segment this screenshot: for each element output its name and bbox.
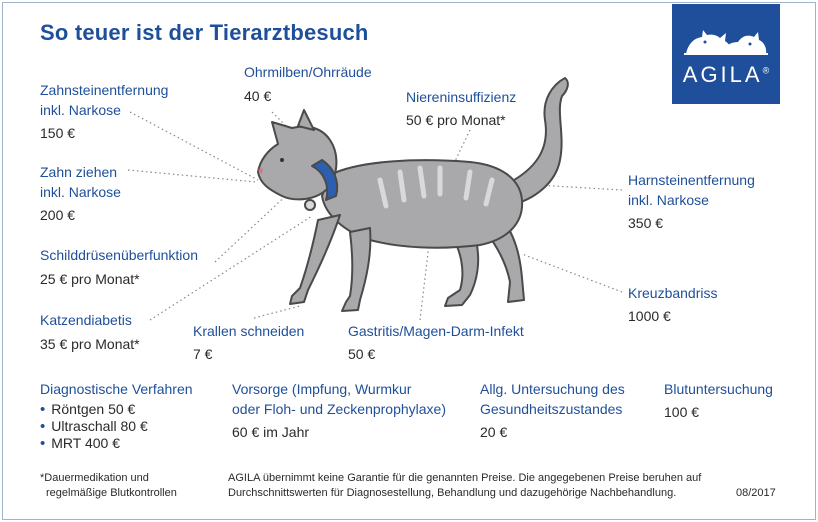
item-kreuzbandriss [628, 283, 718, 326]
diagnostik-list [40, 401, 193, 452]
item-krallen-schneiden [193, 321, 304, 364]
label-diabetes: Katzendiabetis [40, 312, 132, 328]
label-schilddruese: Schilddrüsenüberfunktion [40, 247, 198, 263]
leader-schilddruese [215, 190, 292, 262]
price-schilddruese: 25 € pro Monat* [40, 271, 140, 287]
logo-text: AGILA [682, 62, 763, 87]
price-zahnstein: 150 € [40, 125, 76, 141]
price-blut: 100 € [664, 404, 700, 420]
list-item: • Röntgen 50 € [40, 401, 193, 418]
footnote-line2: regelmäßige Blutkontrollen [46, 487, 177, 499]
label-untersuchung-line2: Gesundheitszustandes [480, 401, 623, 417]
label-kreuzband: Kreuzbandriss [628, 285, 718, 301]
leader-zahn [128, 170, 256, 182]
item-ohrmilben [244, 62, 372, 106]
disclaimer-line2: Durchschnittswerten für Diagnosestellung, Behandlung und dazugehörige Nachbehandlung. [228, 487, 677, 499]
price-diabetes: 35 € pro Monat* [40, 336, 140, 352]
item-gastritis [348, 321, 524, 364]
label-zahn-line1: Zahn ziehen [40, 164, 118, 180]
item-allg-untersuchung [480, 379, 625, 442]
footnote [40, 471, 177, 501]
label-diagnostik: Diagnostische Verfahren [40, 381, 193, 397]
price-krallen: 7 € [193, 346, 213, 362]
label-gastritis: Gastritis/Magen-Darm-Infekt [348, 323, 524, 339]
leader-kreuzband [522, 254, 622, 292]
label-vorsorge-line1: Vorsorge (Impfung, Wurmkur [232, 381, 412, 397]
list-item: • Ultraschall 80 € [40, 418, 193, 435]
price-kreuzband: 1000 € [628, 308, 671, 324]
label-niere: Niereninsuffizienz [406, 89, 517, 105]
item-zahn-ziehen [40, 162, 121, 225]
item-diagnostische-verfahren [40, 379, 193, 452]
item-blutuntersuchung [664, 379, 773, 422]
price-harnstein: 350 € [628, 215, 664, 231]
price-gastritis: 50 € [348, 346, 376, 362]
item-schilddruese [40, 245, 198, 289]
price-vorsorge: 60 € im Jahr [232, 424, 310, 440]
label-ohrmilben: Ohrmilben/Ohrräude [244, 64, 372, 80]
item-harnsteinentfernung [628, 170, 755, 233]
registered-mark: ® [762, 65, 770, 76]
item-katzendiabetis [40, 310, 140, 354]
label-blut: Blutuntersuchung [664, 381, 773, 397]
label-vorsorge-line2: oder Floh- und Zeckenprophylaxe) [232, 401, 447, 417]
leader-krallen [254, 306, 300, 318]
label-zahnstein-line2: inkl. Narkose [40, 102, 121, 118]
label-zahn-line2: inkl. Narkose [40, 184, 121, 200]
disclaimer-line1: AGILA übernimmt keine Garantie für die genannten Preise. Die angegebenen Preise beruhen auf [228, 472, 702, 484]
footnote-line1: *Dauermedikation und [40, 472, 149, 484]
label-harnstein-line2: inkl. Narkose [628, 192, 709, 208]
price-niere: 50 € pro Monat* [406, 112, 506, 128]
disclaimer [228, 471, 701, 501]
label-krallen: Krallen schneiden [193, 323, 305, 339]
list-item: • MRT 400 € [40, 435, 193, 452]
label-zahnstein-line1: Zahnsteinentfernung [40, 82, 169, 98]
label-untersuchung-line1: Allg. Untersuchung des [480, 381, 625, 397]
price-ohrmilben: 40 € [244, 88, 272, 104]
item-vorsorge [232, 379, 446, 442]
price-zahn: 200 € [40, 207, 76, 223]
page-title: So teuer ist der Tierarztbesuch [40, 20, 369, 45]
date-stamp: 08/2017 [736, 487, 776, 499]
label-harnstein-line1: Harnsteinentfernung [628, 172, 755, 188]
item-zahnsteinentfernung [40, 80, 168, 143]
item-niereninsuffizienz [406, 87, 516, 130]
price-untersuchung: 20 € [480, 424, 508, 440]
